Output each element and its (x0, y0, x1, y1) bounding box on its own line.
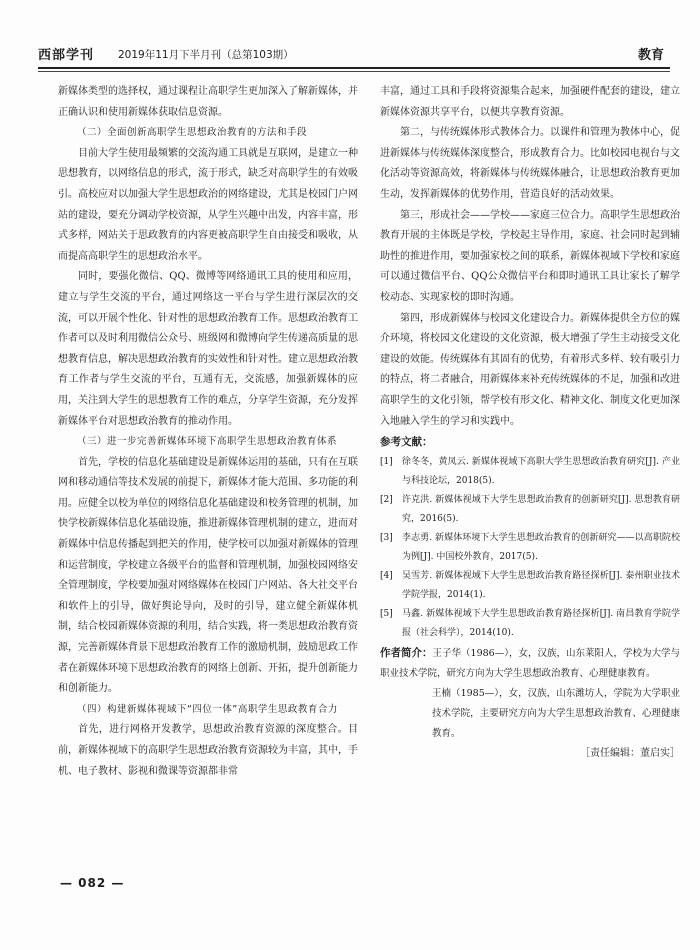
reference-text: 吴雪芳. 新媒体视域下大学生思想政治教育路径探析[J]. 泰州职业技术学院学报，2014(1). (402, 570, 680, 600)
header-rule-thin (38, 71, 670, 72)
author-bio (380, 643, 680, 684)
subheading: （四）构建新媒体视域下“四位一体”高职学生思政教育合力 (77, 703, 338, 715)
reference-item (380, 567, 680, 605)
journal-title: 西部学刊 (38, 48, 95, 63)
paragraph: 第四，形成新媒体与校园文化建设合力。新媒体提供全方位的媒介环境，将校园文化建设的文化资源，极大增强了学生主动接受文化建设的效能。传统媒体有其固有的优势，有着形式多样、较有吸引力的特点，将二者融合，用新媒体来补充传统媒体的不足，加强和改进高职学生的文化引领，帮学校有形文化、精神文化、制度文化更加深入地融入学生的学习和实践中。 (380, 312, 680, 427)
page-number: — 082 — (60, 876, 125, 890)
reference-text: 许克洪. 新媒体视域下大学生思想政治教育的创新研究[J]. 思想教育研究，2016(5). (402, 494, 680, 524)
paragraph: 丰富，通过工具和手段将资源集合起来，加强硬件配套的建设，建立新媒体资源共享平台，以便共享教育资源。 (380, 86, 680, 118)
reference-number: [1] (380, 456, 393, 467)
paragraph: 首先，进行网格开发教学，思想政治教育资源的深度整合。目前，新媒体视域下的高职学生思想政治教育资源较为丰富，其中，手机、电子教材、影视和微课等资源都非常 (58, 724, 358, 777)
section-label: 教育 (637, 48, 664, 63)
reference-text: 徐冬冬，黄凤云. 新媒体视域下高职大学生思想政治教育研究[J]. 产业与科技论坛，2018(5). (402, 456, 680, 486)
reference-text: 马鑫. 新媒体视域下大学生思想政治教育路径探析[J]. 南昌教育学院学报（社会科学），2014(10). (402, 608, 680, 638)
reference-number: [3] (380, 532, 393, 543)
issue-info: 2019年11月下半月刊（总第103期） (118, 49, 294, 61)
reference-number: [2] (380, 494, 393, 505)
reference-item (380, 605, 680, 643)
author-label: 作者简介： (380, 646, 433, 659)
paragraph: 目前大学生使用最频繁的交流沟通工具就是互联网，是建立一种思想教育，以网络信息的形式，流于形式，缺乏对高职学生的有效吸引。高校应对以加强大学生思想政治的网络建设，尤其是校园门户网站的建设，要充分调动学校资源，从学生兴趣中出发，内容丰富，形式多样，网站关于思政教育的内容更被高职学生自由接受和吸收，从而提高高职学生的思想政治水平。 (58, 147, 358, 262)
reference-list (380, 453, 680, 643)
paragraph: 新媒体类型的选择权，通过课程让高职学生更加深入了解新媒体，并正确认识和使用新媒体获取信息资源。 (58, 86, 358, 118)
paragraph: 首先，学校的信息化基础建设是新媒体运用的基础，只有在互联网和移动通信等技术发展的前提下，新媒体才能大范围、多功能的利用。应健全以校为单位的网络信息化基础建设和校务管理的机制，加快学校新媒体信息化基础设施，推进新媒体管理机制的建立，进而对新媒体中信息传播起到把关的作用，使学校可以加强对新媒体的管理和运营制度，学校建立各级平台的监督和管理机制，加强校园网络安全管理制度，学校要加强对网络媒体在校园门户网站、各大社交平台和软件上的引导，做好舆论导向，及时的引导，建立健全新媒体机制，结合校园新媒体资源的利用，结合实践，将一类思想政治教育资源，完善新媒体背景下思想政治教育工作的激励机制，鼓励思政工作者在新媒体环境下思想政治教育的网络上创新、开拓，提升创新能力和创新能力。 (58, 456, 358, 695)
editor-credit: ［责任编辑：董启实］ (580, 747, 680, 759)
reference-number: [4] (380, 570, 393, 581)
reference-item (380, 491, 680, 529)
page-header (38, 44, 670, 68)
paragraph: 第三，形成社会——学校——家庭三位合力。高职学生思想政治教育开展的主体既是学校，学校起主导作用，家庭、社会同时起到辅助性的推进作用，要加强家校之间的联系，新媒体视域下学校和家庭可以通过微信平台、QQ公众微信平台和即时通讯工具让家长了解学校动态、实现家校的即时沟通。 (380, 209, 680, 303)
paragraph: 同时，要强化微信、QQ、微博等网络通讯工具的使用和应用，建立与学生交流的平台，通过网络这一平台与学生进行深层次的交流，可以开展个性化、针对性的思想政治教育工作。思想政治教育工作者可以及时利用微信公众号、班级网和微博向学生传递高质量的思想教育信息，解决思想政治教育的实效性和针对性。建立思想政治教育工作者与学生交流的平台，互通有无，交流感，加强新媒体的应用，关注到大学生的思想教育工作的难点，分享学生资源，充分发挥新媒体平台对思想政治教育的推动作用。 (58, 271, 358, 427)
author-bio-second: 王楠（1985—），女，汉族，山东潍坊人，学院为大学职业技术学院，主要研究方向为大学生思想政治教育、心理健康教育。 (432, 687, 680, 739)
header-rule (38, 67, 670, 69)
subheading: （二）全面创新高职学生思想政治教育的方法和手段 (77, 127, 308, 139)
subheading: （三）进一步完善新媒体环境下高职学生思想政治教育体系 (77, 436, 338, 448)
left-column (58, 82, 358, 782)
reference-number: [5] (380, 608, 393, 619)
reference-item (380, 453, 680, 491)
reference-text: 李志勇. 新媒体环境下大学生思想政治教育的创新研究——以高职院校为例[J]. 中国校外教育，2017(5). (402, 532, 680, 562)
references-title: 参考文献： (380, 436, 433, 449)
paragraph: 第二，与传统媒体形式教体合力。以课件和管理为教体中心，促进新媒体与传统媒体深度整合，形成教育合力。比如校园电视台与文化活动等资源高效，将新媒体与传统媒体融合，让思想政治教育更加生动，发挥新媒体的优势作用，营造良好的活动效果。 (380, 127, 680, 200)
author-bio-text: 王子华（1986—），女，汉族，山东莱阳人，学校为大学与职业技术学院，研究方向为大学生思想政治教育、心理健康教育。 (380, 647, 680, 679)
right-column (380, 82, 680, 764)
reference-item (380, 529, 680, 567)
